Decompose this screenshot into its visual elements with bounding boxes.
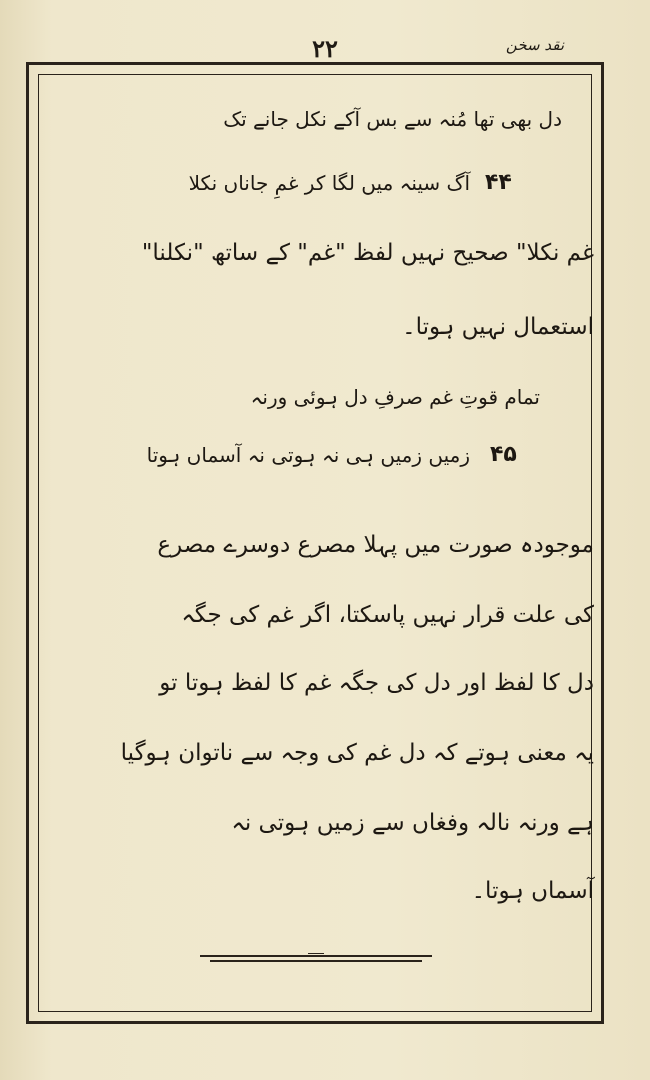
running-header: نقد سخن [505, 36, 564, 54]
prose-line: یہ معنی ہوتے کہ دل غم کی وجہ سے ناتوان ہوگیا [120, 740, 594, 766]
prose-line: دل کا لفظ اور دل کی جگہ غم کا لفظ ہوتا تو [159, 670, 594, 696]
verse-45-second-line: زمیں زمیں ہی نہ ہوتی نہ آسماں ہوتا [146, 443, 470, 467]
note-44-line-2: استعمال نہیں ہوتا۔ [402, 314, 594, 340]
verse-45-number: ۴۵ [490, 442, 517, 467]
prose-line: ہے ورنہ نالہ وفغاں سے زمیں ہوتی نہ [231, 810, 594, 836]
verse-44-number: ۴۴ [485, 170, 512, 195]
verse-45-first-line: تمام قوتِ غم صرفِ دل ہوئی ورنہ [250, 385, 540, 409]
verse-44-second-line: آگ سینہ میں لگا کر غمِ جاناں نکلا [188, 171, 470, 195]
verse-44-first-line: دل بھی تھا مُنہ سے بس آکے نکل جانے تک [223, 107, 562, 131]
prose-line: موجودہ صورت میں پہلا مصرع دوسرے مصرع [157, 532, 594, 558]
prose-line: کی علت قرار نہیں پاسکتا، اگر غم کی جگہ [181, 602, 594, 628]
ornamental-divider [200, 950, 432, 966]
page-number: ۲۲ [312, 34, 338, 63]
note-44-line-1: غم نکلا" صحیح نہیں لفظ "غم" کے ساتھ "نکلنا" [141, 240, 594, 266]
prose-line: آسماں ہوتا۔ [471, 878, 594, 904]
